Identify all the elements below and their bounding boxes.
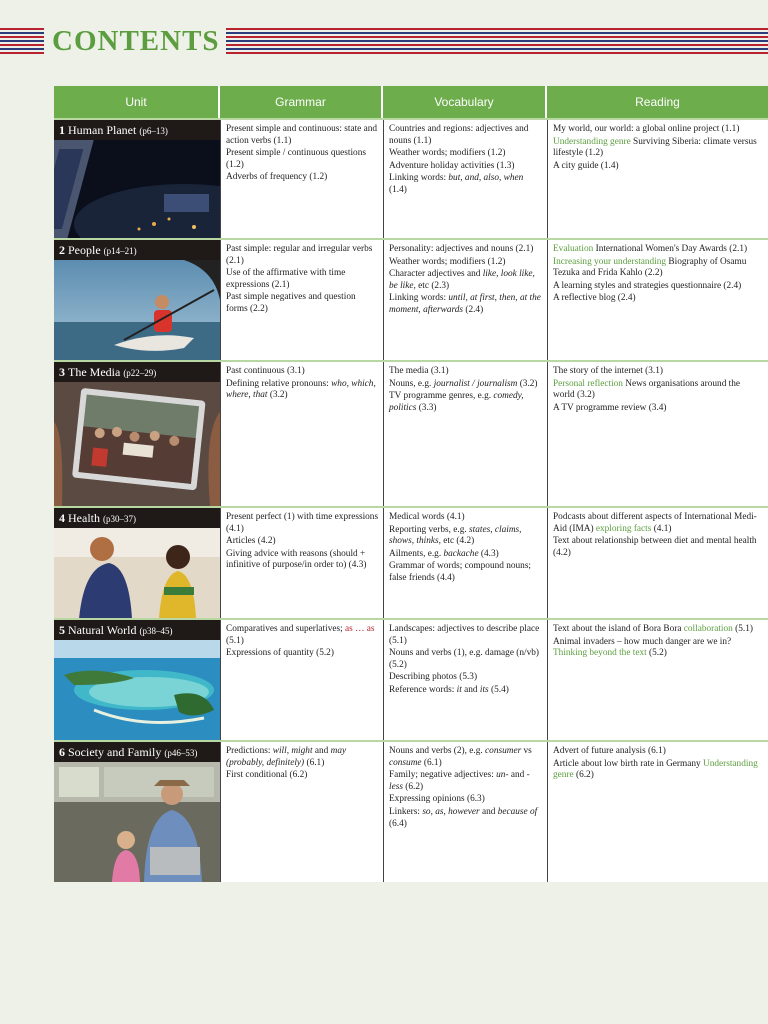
text-fragment: and [461, 684, 480, 695]
text-fragment: journalist / journalism [433, 378, 518, 389]
text-fragment: Understanding genre [553, 758, 758, 781]
text-fragment: Reference words: [389, 684, 457, 695]
decorative-stripes-left [0, 28, 44, 56]
list-item [226, 770, 379, 782]
list-item [226, 379, 379, 402]
unit-photo [54, 762, 220, 882]
unit-number: 2 [59, 243, 68, 257]
text-fragment: Article about low birth rate in Germany [553, 758, 703, 769]
text-fragment: Personality: adjectives and nouns (2.1) [389, 244, 534, 254]
unit-photo [54, 382, 220, 506]
list-item [389, 512, 543, 524]
unit-photo [54, 140, 220, 238]
header-reading: Reading [635, 95, 680, 109]
text-fragment: Use of the affirmative with time expressions (2.1) [226, 268, 346, 290]
text-fragment: Animal invaders – how much danger are we in? [553, 636, 732, 647]
text-fragment: A TV programme review (3.4) [553, 402, 667, 413]
table-row [54, 118, 768, 238]
text-fragment: A reflective blog (2.4) [553, 293, 636, 304]
unit-name: The Media [68, 365, 124, 379]
tablet-photo-of-protest-image [54, 382, 220, 506]
text-fragment: -less [389, 770, 530, 792]
text-fragment: Reporting verbs, e.g. [389, 524, 470, 535]
unit-cell [54, 120, 220, 238]
text-fragment: A city guide (1.4) [553, 160, 619, 171]
text-fragment: Family; negative adjectives: [389, 770, 497, 781]
text-fragment: Thinking beyond the text [553, 648, 647, 659]
unit-pages: (p30–37) [103, 514, 136, 524]
text-fragment: consumer [485, 746, 522, 756]
text-fragment: Understanding genre [553, 136, 631, 147]
list-item [553, 403, 764, 415]
text-fragment: (4.3) [478, 548, 499, 559]
unit-photo [54, 640, 220, 740]
vocabulary-cell [383, 742, 547, 882]
text-fragment: so, as, however [422, 806, 480, 817]
text-fragment: like, look like, be like, [389, 269, 535, 291]
text-fragment: Giving advice with reasons (should + infinitive of purpose/in order to) (4.3) [226, 548, 367, 571]
list-item [389, 561, 543, 584]
text-fragment: (6.2) [402, 781, 424, 792]
unit-title [54, 362, 220, 382]
list-item [389, 161, 543, 173]
list-item [226, 244, 379, 267]
unit-number: 3 [59, 365, 68, 379]
text-fragment: International Women's Day Awards (2.1) [593, 244, 748, 254]
text-fragment: as … as [345, 624, 375, 634]
text-fragment: Predictions: [226, 746, 273, 756]
list-item [389, 685, 543, 697]
list-item [389, 794, 543, 806]
text-fragment: will, might [272, 746, 313, 756]
list-item [226, 292, 379, 315]
text-fragment: First conditional (6.2) [226, 770, 308, 781]
list-item [226, 268, 379, 291]
text-fragment: who, which, where, that [226, 378, 376, 401]
unit-cell [54, 362, 220, 506]
unit-name: Society and Family [68, 745, 165, 759]
list-item [226, 624, 379, 647]
grammar-cell [220, 508, 383, 618]
text-fragment: Present simple and continuous: state and action verbs (1.1) [226, 124, 378, 146]
text-fragment: un- [496, 770, 509, 781]
unit-pages: (p38–45) [139, 626, 173, 636]
reading-cell [547, 620, 768, 740]
unit-title [54, 508, 220, 528]
list-item [226, 172, 379, 184]
page-title: CONTENTS [52, 25, 220, 57]
header-unit: Unit [54, 86, 220, 118]
text-fragment: Linkers: [389, 806, 423, 817]
text-fragment: My world, our world: a global online project (1.1) [553, 124, 740, 134]
text-fragment: (5.1) [732, 624, 753, 634]
unit-number: 4 [59, 511, 68, 525]
list-item [389, 549, 543, 561]
vocabulary-cell [383, 120, 547, 238]
list-item [553, 759, 764, 782]
table-row [54, 506, 768, 618]
text-fragment: consume [389, 757, 422, 768]
list-item [389, 648, 543, 671]
text-fragment: (3.2) [517, 378, 538, 389]
list-item [389, 525, 543, 548]
list-item [226, 648, 379, 660]
text-fragment: Nouns and verbs (2), e.g. [389, 746, 486, 756]
unit-pages: (p22–29) [123, 368, 157, 378]
text-fragment: (4.1) [651, 523, 672, 534]
text-fragment: Nouns, e.g. [389, 378, 434, 389]
unit-name: People [68, 243, 104, 257]
list-item [553, 512, 764, 535]
list-item [226, 148, 379, 171]
text-fragment: (1.4) [389, 184, 407, 195]
vocabulary-cell [383, 508, 547, 618]
list-item [226, 366, 379, 378]
reading-cell [547, 362, 768, 506]
list-item [389, 746, 543, 769]
unit-title [54, 620, 220, 640]
unit-number: 6 [59, 745, 68, 759]
list-item [389, 807, 543, 830]
unit-number: 1 [59, 123, 68, 137]
text-fragment: Describing photos (5.3) [389, 672, 478, 683]
unit-title [54, 240, 220, 260]
text-fragment: comedy, politics [389, 391, 524, 413]
grandfather-and-girl-with-laptop-image [54, 762, 220, 882]
reading-cell [547, 240, 768, 360]
text-fragment: Expressions of quantity (5.2) [226, 648, 334, 659]
list-item [553, 137, 764, 160]
text-fragment: its [479, 684, 489, 695]
list-item [389, 269, 543, 292]
grammar-cell [220, 742, 383, 882]
text-fragment: but, and, also, when [448, 173, 524, 184]
decorative-stripes-right [226, 28, 768, 56]
text-fragment: Ailments, e.g. [389, 548, 444, 559]
text-fragment: Character adjectives and [389, 269, 483, 280]
text-fragment: News organisations around the world (3.2) [553, 378, 741, 401]
text-fragment: Past continuous (3.1) [226, 366, 305, 376]
text-fragment: Text about the island of Bora Bora [553, 624, 684, 634]
space-station-over-earth-image [54, 140, 220, 238]
text-fragment: Past simple negatives and question forms (2.2) [226, 292, 356, 314]
text-fragment: (5.4) [488, 684, 509, 695]
list-item [553, 536, 764, 559]
text-fragment: Linking words: [389, 173, 449, 184]
text-fragment: Increasing your understanding [553, 256, 667, 267]
text-fragment: states, claims, shows, thinks, [389, 524, 522, 547]
text-fragment: Linking words: [389, 293, 449, 304]
text-fragment: Weather words; modifiers (1.2) [389, 256, 506, 267]
list-item [553, 281, 764, 293]
unit-name: Human Planet [68, 123, 140, 137]
text-fragment: until, at first, then, at the moment, afterwards [389, 293, 541, 315]
text-fragment: Expressing opinions (6.3) [389, 794, 485, 805]
unit-cell [54, 508, 220, 618]
text-fragment: Personal reflection [553, 378, 623, 389]
reading-cell [547, 120, 768, 238]
text-fragment: Text about relationship between diet and mental health (4.2) [553, 536, 757, 558]
text-fragment: and [312, 746, 331, 756]
table-row [54, 238, 768, 360]
text-fragment: TV programme genres, e.g. [389, 391, 494, 402]
unit-pages: (p6–13) [139, 126, 168, 136]
nurse-with-child-image [54, 528, 220, 618]
table-row [54, 740, 768, 882]
text-fragment: The story of the internet (3.1) [553, 366, 663, 376]
list-item [553, 244, 764, 256]
text-fragment: because of [497, 806, 538, 817]
text-fragment: Weather words; modifiers (1.2) [389, 148, 506, 159]
table-header [54, 86, 768, 118]
vocabulary-cell [383, 362, 547, 506]
reading-cell [547, 508, 768, 618]
list-item [389, 244, 543, 256]
list-item [389, 366, 543, 378]
text-fragment: Defining relative pronouns: [226, 378, 332, 389]
list-item [553, 746, 764, 758]
list-item [553, 293, 764, 305]
list-item [226, 746, 379, 769]
text-fragment: Adverbs of frequency (1.2) [226, 172, 328, 183]
unit-cell [54, 240, 220, 360]
table-row [54, 618, 768, 740]
text-fragment: it [456, 684, 462, 695]
text-fragment: Grammar of words; compound nouns; false friends (4.4) [389, 561, 532, 583]
vocabulary-cell [383, 240, 547, 360]
text-fragment: etc (4.2) [440, 536, 475, 547]
text-fragment: The media (3.1) [389, 366, 449, 376]
unit-name: Natural World [68, 623, 140, 637]
text-fragment: Adventure holiday activities (1.3) [389, 160, 515, 171]
man-in-kayak-image [54, 260, 220, 360]
text-fragment: Past simple: regular and irregular verbs (2.1) [226, 244, 373, 266]
unit-photo [54, 528, 220, 618]
text-fragment: (2.4) [463, 304, 484, 315]
text-fragment: Articles (4.2) [226, 536, 276, 547]
text-fragment: (6.2) [573, 770, 594, 781]
list-item [389, 672, 543, 684]
unit-photo [54, 260, 220, 360]
text-fragment: Medical words (4.1) [389, 512, 465, 522]
text-fragment: Present perfect (1) with time expressions (4.1) [226, 512, 379, 534]
text-fragment: (6.4) [389, 818, 407, 829]
list-item [389, 124, 543, 147]
list-item [389, 391, 543, 414]
text-fragment: may (probably, definitely) [226, 746, 347, 768]
grammar-cell [220, 620, 383, 740]
unit-pages: (p46–53) [164, 748, 198, 758]
grammar-cell [220, 240, 383, 360]
text-fragment: exploring facts [595, 523, 652, 534]
unit-name: Health [68, 511, 103, 525]
list-item [226, 536, 379, 548]
text-fragment: (6.1) [421, 757, 442, 768]
text-fragment: and [479, 806, 498, 817]
list-item [553, 161, 764, 173]
text-fragment: Comparatives and superlatives; [226, 624, 346, 634]
contents-table [54, 86, 768, 882]
grammar-cell [220, 362, 383, 506]
unit-cell [54, 620, 220, 740]
table-row [54, 360, 768, 506]
list-item [389, 379, 543, 391]
text-fragment: A learning styles and strategies questionnaire (2.4) [553, 280, 742, 291]
bora-bora-island-image [54, 640, 220, 740]
unit-pages: (p14–21) [103, 246, 137, 256]
list-item [389, 257, 543, 269]
text-fragment: vs [521, 746, 532, 756]
text-fragment: (6.1) [304, 757, 325, 768]
text-fragment: collaboration [683, 624, 733, 634]
text-fragment: (3.3) [416, 402, 437, 413]
list-item [226, 549, 379, 572]
text-fragment: (5.2) [646, 648, 667, 659]
unit-title [54, 742, 220, 762]
text-fragment: Advert of future analysis (6.1) [553, 746, 666, 756]
text-fragment: (5.1) [226, 635, 244, 646]
text-fragment: backache [443, 548, 479, 559]
list-item [553, 257, 764, 280]
text-fragment: Biography of Osamu Tezuka and Frida Kahlo (2.2) [553, 256, 747, 279]
unit-number: 5 [59, 623, 68, 637]
list-item [553, 379, 764, 402]
list-item [389, 293, 543, 316]
list-item [553, 124, 764, 136]
text-fragment: etc (2.3) [415, 280, 450, 291]
vocabulary-cell [383, 620, 547, 740]
text-fragment: Landscapes: adjectives to describe place (5.1) [389, 624, 540, 646]
text-fragment: Evaluation [553, 244, 594, 254]
header-vocabulary: Vocabulary [383, 86, 547, 118]
header-grammar: Grammar [220, 86, 383, 118]
list-item [226, 124, 379, 147]
text-fragment: and [508, 770, 527, 781]
list-item [389, 770, 543, 793]
reading-cell [547, 742, 768, 882]
text-fragment: Nouns and verbs (1), e.g. damage (n/vb) (5.2) [389, 648, 539, 670]
list-item [226, 512, 379, 535]
list-item [553, 624, 764, 636]
text-fragment: Podcasts about different aspects of International Medi-Aid (IMA) [553, 512, 757, 534]
grammar-cell [220, 120, 383, 238]
text-fragment: Countries and regions: adjectives and nouns (1.1) [389, 124, 529, 146]
list-item [553, 366, 764, 378]
list-item [389, 148, 543, 160]
text-fragment: Surviving Siberia: climate versus lifestyle (1.2) [553, 136, 757, 159]
list-item [389, 624, 543, 647]
text-fragment: (3.2) [267, 390, 288, 401]
list-item [389, 173, 543, 196]
unit-title [54, 120, 220, 140]
list-item [553, 637, 764, 660]
unit-cell [54, 742, 220, 882]
text-fragment: Present simple / continuous questions (1.2) [226, 148, 366, 170]
